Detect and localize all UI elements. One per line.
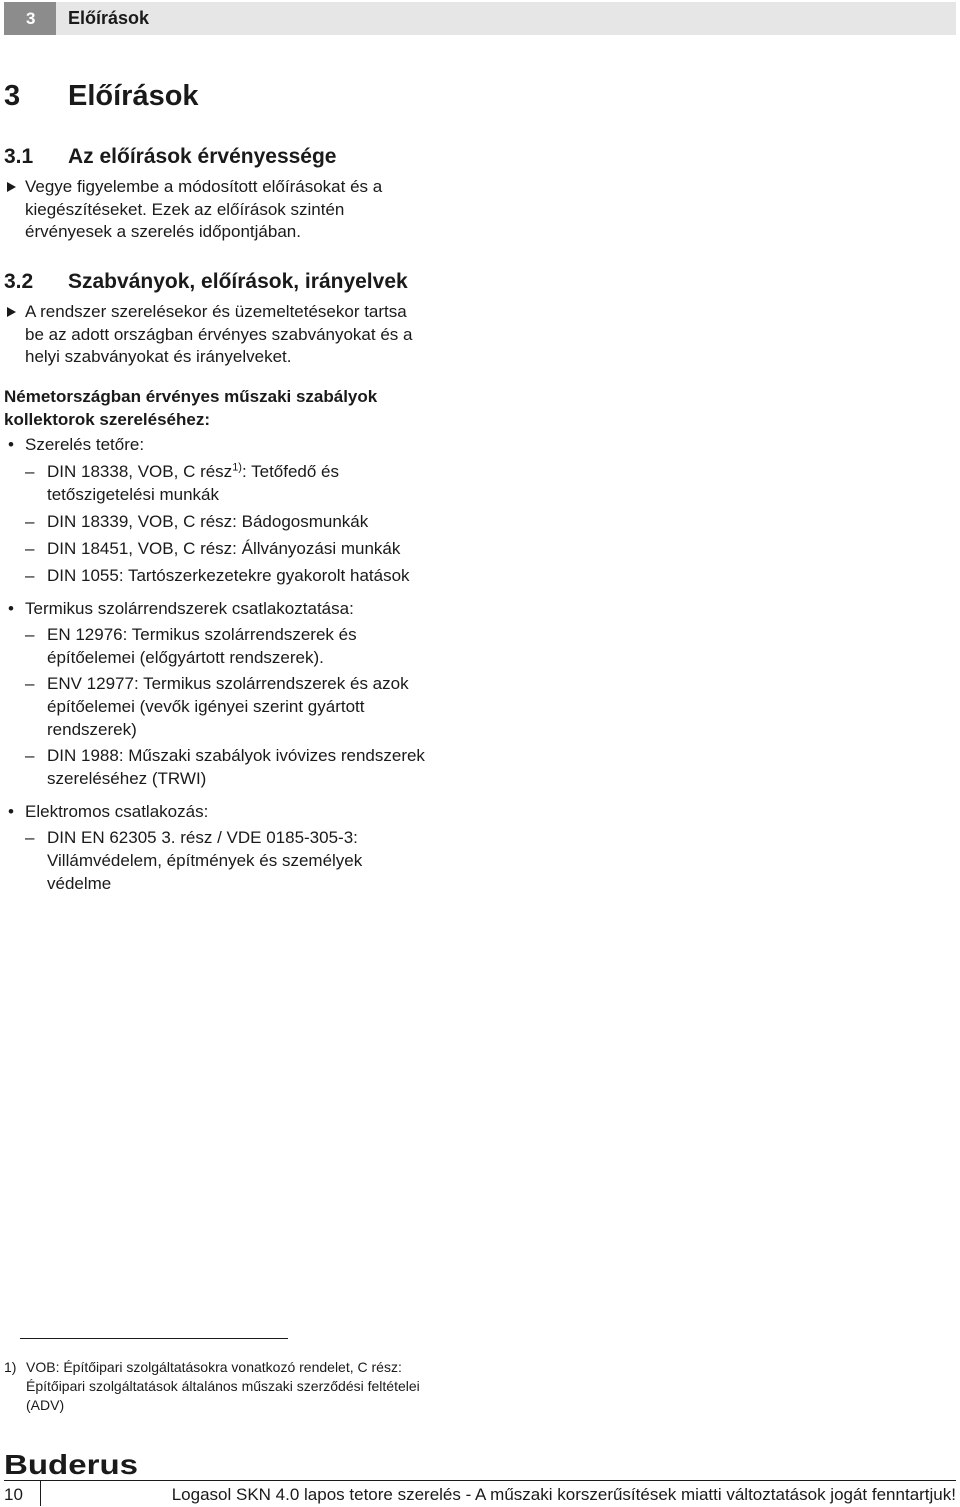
standard-item (4, 510, 474, 533)
standard-line: DIN 18451, VOB, C rész: Állványozási munkák (47, 539, 401, 558)
instruction-line: A rendszer szerelésekor és üzemeltetésekor tartsa (25, 302, 407, 321)
buderus-logo-graphic (4, 1450, 144, 1480)
triangle-bullet-icon (7, 182, 16, 192)
footnote-line: Építőipari szolgáltatások általános műszaki szerződési feltételei (26, 1378, 420, 1394)
section-3-1-title: Az előírások érvényessége (68, 145, 337, 168)
standard-line: ENV 12977: Termikus szolárrendszerek és azok (47, 674, 409, 693)
section-3-2-number: 3.2 (4, 270, 34, 293)
instruction-line: érvényesek a szerelés időpontjában. (25, 222, 301, 241)
dash-icon: – (25, 625, 35, 644)
footer-rule (4, 1480, 956, 1481)
footnote-line: (ADV) (26, 1397, 65, 1413)
roof-mounting-group (4, 433, 474, 587)
standard-line: Villámvédelem, építmények és személyek (47, 851, 363, 870)
heading-line: Németországban érvényes műszaki szabályok (4, 387, 378, 406)
instruction-line: kiegészítéseket. Ezek az előírások szintén (25, 199, 345, 219)
group-label: • Elektromos csatlakozás: (8, 802, 209, 821)
standard-item (4, 623, 474, 669)
dash-icon: – (25, 566, 35, 585)
electrical-connection-group (4, 800, 474, 895)
section-3-1-number: 3.1 (4, 145, 34, 168)
heading-line: kollektorok szereléséhez: (4, 410, 210, 429)
section-3-2-heading (4, 270, 408, 294)
standard-item (4, 826, 474, 895)
dash-icon: – (25, 462, 35, 481)
bullet-dot-icon: • (8, 802, 14, 821)
germany-rules-heading (4, 385, 464, 431)
chapter-header-title: Előírások (68, 8, 150, 28)
standard-line: DIN 1988: Műszaki szabályok ivóvizes rendszerek (47, 746, 425, 765)
group-label: • Termikus szolárrendszerek csatlakoztatása: (8, 599, 354, 618)
footnote-mark: 1) (4, 1359, 17, 1375)
standard-line: védelme (47, 874, 112, 893)
dash-icon: – (25, 674, 35, 693)
bullet-dot-icon: • (8, 599, 14, 618)
section-3-title: Előírások (68, 80, 199, 112)
standard-line: DIN 18338, VOB, C rész$^{1)}$: Tetőfedő és (47, 461, 340, 481)
standard-item (4, 672, 474, 741)
solar-connection-group (4, 597, 474, 790)
standard-line: építőelemei (vevők igényei szerint gyártott (47, 697, 365, 716)
section-3-2-instruction (4, 301, 464, 369)
section-3-heading (4, 80, 199, 113)
standard-item (4, 564, 474, 587)
standard-line: tetőszigetelési munkák (47, 485, 219, 504)
standard-item (4, 460, 474, 506)
logo-wordmark: Buderus (4, 1450, 138, 1480)
standard-line: EN 12976: Termikus szolárrendszerek és (47, 625, 357, 644)
dash-icon: – (25, 539, 35, 558)
standard-line: DIN EN 62305 3. rész / VDE 0185-305-3: (47, 828, 358, 847)
footnote-line: VOB: Építőipari szolgáltatásokra vonatkozó rendelet, C rész: (26, 1359, 402, 1375)
footer-divider (40, 1480, 41, 1506)
footnote-reference: 1) (232, 461, 242, 474)
footnote-rule (20, 1338, 288, 1339)
section-3-number: 3 (4, 80, 21, 112)
standard-item (4, 744, 474, 790)
chapter-number-box: 3 (4, 2, 56, 35)
dash-icon: – (25, 512, 35, 531)
page-number: 10 (4, 1485, 23, 1504)
standard-item (4, 537, 474, 560)
bullet-dot-icon: • (8, 435, 14, 454)
standard-line: építőelemei (előgyártott rendszerek). (47, 648, 324, 667)
standard-line: rendszerek) (47, 720, 137, 739)
section-3-1-heading (4, 145, 337, 169)
instruction-line: helyi szabványokat és irányelveket. (25, 347, 292, 366)
standard-line: DIN 18339, VOB, C rész: Bádogosmunkák (47, 512, 369, 531)
instruction-item (4, 176, 464, 244)
instruction-line: Vegye figyelembe a módosított előírásokat és a (25, 177, 383, 196)
footer-document-text: Logasol SKN 4.0 lapos tetore szerelés - A műszaki korszerűsítések miatti változtatások jogát fenntartjuk! (171, 1485, 956, 1504)
dash-icon: – (25, 746, 35, 765)
section-3-2-title: Szabványok, előírások, irányelvek (68, 270, 408, 293)
standard-line: DIN 1055: Tartószerkezetekre gyakorolt hatások (47, 566, 410, 585)
standard-line: szereléséhez (TRWI) (47, 769, 207, 788)
triangle-bullet-icon (7, 307, 16, 317)
group-label: • Szerelés tetőre: (8, 435, 145, 454)
footnote (4, 1358, 474, 1415)
dash-icon: – (25, 828, 35, 847)
instruction-line: be az adott országban érvényes szabványokat és a (25, 324, 413, 344)
instruction-item (4, 301, 464, 369)
section-3-1-instruction (4, 176, 464, 244)
